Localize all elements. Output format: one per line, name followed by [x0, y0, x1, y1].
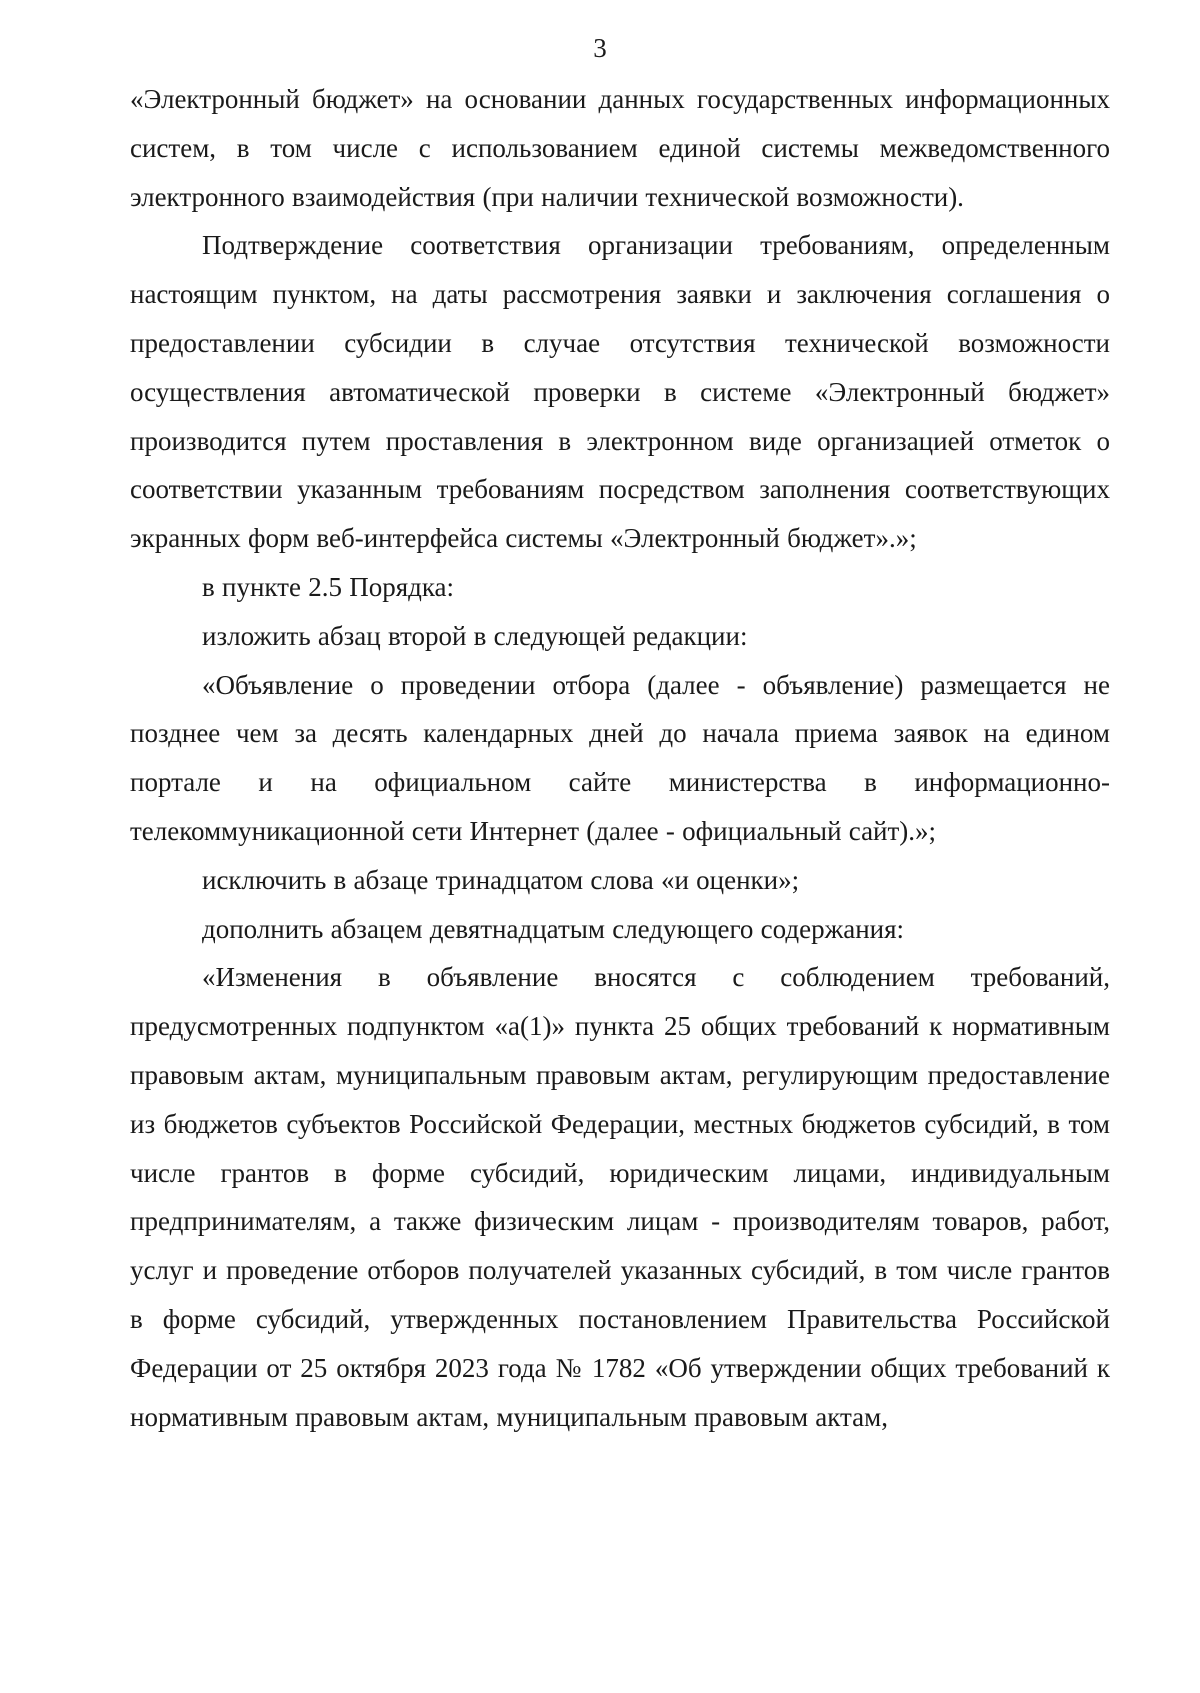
page-number: 3 [593, 33, 607, 63]
paragraph-add-nineteenth: дополнить абзацем девятнадцатым следующего содержания: [202, 913, 905, 944]
paragraph-changes: «Изменения в объявление вносятся с соблюдением требований, предусмотренных подпунктом «а(1)» пункта 25 общих требований к нормативным правовым актам, муниципальным правовым актам, регулирующим предоставление из бюджетов субъектов Российской Федерации, местных бюджетов субсидий, в том числе грантов в форме субсидий, юридическим лицами, индивидуальным предпринимателям, а также физическим лицам - производителям товаров, работ, услуг и проведение отборов получателей указанных субсидий, в том числе грантов в форме субсидий, утвержденных постановлением Правительства Российской Федерации от 25 октября 2023 года № 1782 «Об утверждении общих требований к нормативным правовым актам, муниципальным правовым актам, [130, 962, 1110, 1432]
paragraph-amend-second: изложить абзац второй в следующей редакции: [202, 620, 748, 651]
document-body [130, 75, 1110, 1441]
paragraph-continuation: «Электронный бюджет» на основании данных государственных информационных систем, в том числе с использованием единой системы межведомственного электронного взаимодействия (при наличии технической возможности). [130, 84, 1110, 212]
paragraph-announcement: «Объявление о проведении отбора (далее - объявление) размещается не позднее чем за десять календарных дней до начала приема заявок на едином портале и на официальном сайте министерства в информационно-телекоммуникационной сети Интернет (далее - официальный сайт).»; [130, 669, 1110, 846]
paragraph-clause-2-5: в пункте 2.5 Порядка: [202, 571, 455, 602]
paragraph-exclude-words: исключить в абзаце тринадцатом слова «и оценки»; [202, 864, 800, 895]
paragraph-confirmation: Подтверждение соответствия организации требованиям, определенным настоящим пунктом, на даты рассмотрения заявки и заключения соглашения о предоставлении субсидии в случае отсутствия технической возможности осуществления автоматической проверки в системе «Электронный бюджет» производится путем проставления в электронном виде организацией отметок о соответствии указанным требованиям посредством заполнения соответствующих экранных форм веб-интерфейса системы «Электронный бюджет».»; [130, 230, 1110, 554]
